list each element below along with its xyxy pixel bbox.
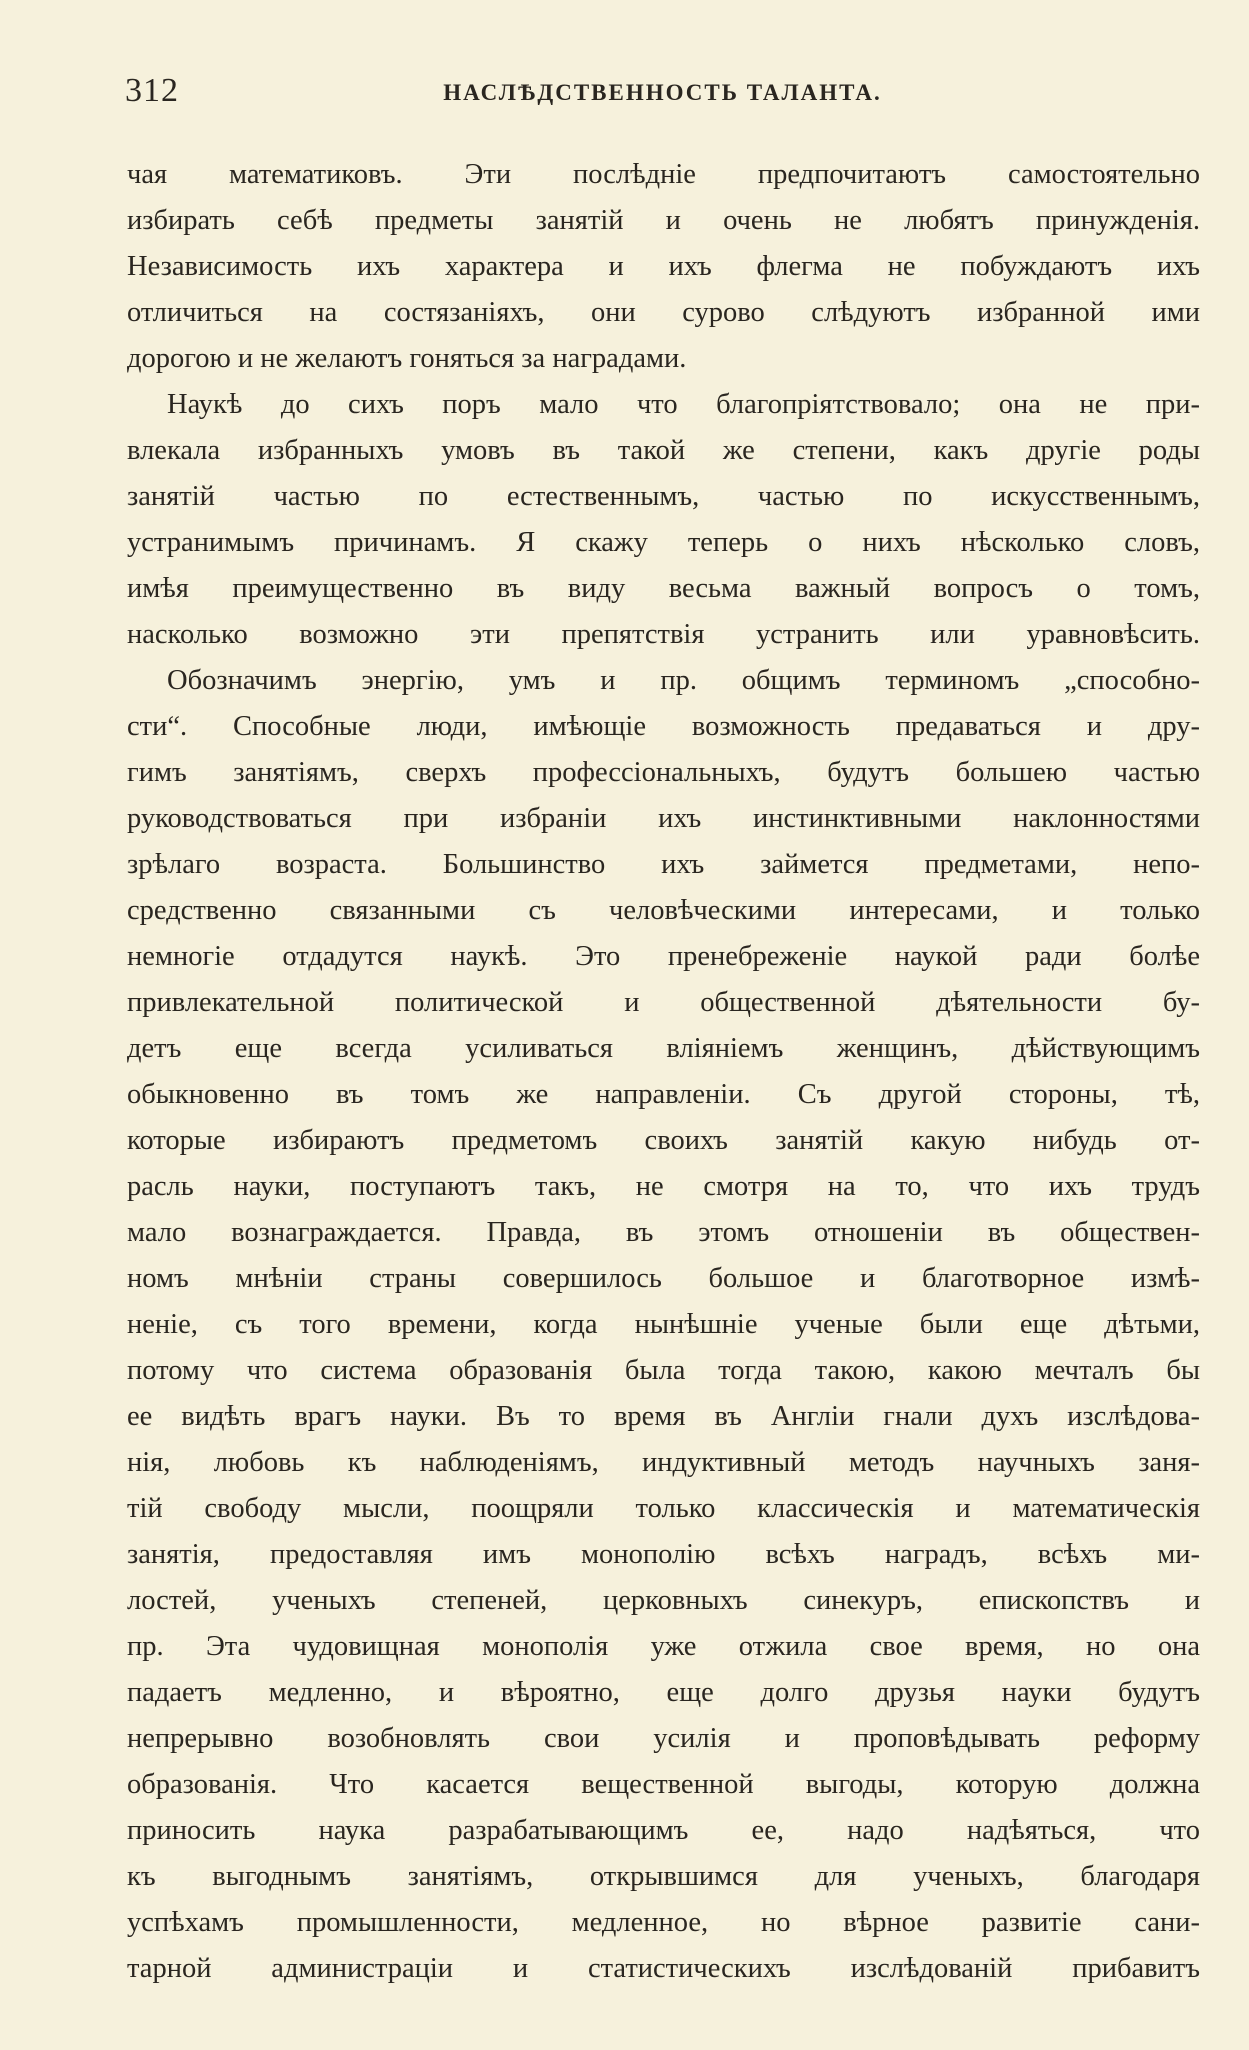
text-line: потому что система образованiя была тогда такою, какою мечталъ бы xyxy=(127,1355,1200,1386)
text-line: номъ мнѣнiи страны совершилось большое и благотворное измѣ- xyxy=(127,1263,1200,1294)
paragraph-3 xyxy=(127,658,1200,1992)
text-line: падаетъ медленно, и вѣроятно, еще долго друзья науки будутъ xyxy=(127,1677,1200,1708)
text-line: обыкновенно въ томъ же направленiи. Съ другой стороны, тѣ, xyxy=(127,1079,1200,1110)
text-line: расль науки, поступаютъ такъ, не смотря на то, что ихъ трудъ xyxy=(127,1171,1200,1202)
text-line: пр. Эта чудовищная монополiя уже отжила свое время, но она xyxy=(127,1631,1200,1662)
text-line: нiя, любовь къ наблюденiямъ, индуктивный методъ научныхъ заня- xyxy=(127,1447,1200,1478)
text-line: насколько возможно эти препятствiя устранить или уравновѣсить. xyxy=(127,619,1200,650)
text-line: образованiя. Что касается вещественной выгоды, которую должна xyxy=(127,1769,1200,1800)
text-line: дорогою и не желаютъ гоняться за наградами. xyxy=(127,343,687,374)
text-line: лостей, ученыхъ степеней, церковныхъ синекуръ, епископствъ и xyxy=(127,1585,1200,1616)
text-line: Наукѣ до сихъ поръ мало что благопрiятствовало; она не при- xyxy=(167,389,1200,420)
text-line: устранимымъ причинамъ. Я скажу теперь о нихъ нѣсколько словъ, xyxy=(127,527,1200,558)
text-line: къ выгоднымъ занятiямъ, открывшимся для ученыхъ, благодаря xyxy=(127,1861,1200,1892)
text-line: детъ еще всегда усиливаться влiянiемъ женщинъ, дѣйствующимъ xyxy=(127,1033,1200,1064)
text-line: тарной администрацiи и статистическихъ изслѣдованiй прибавитъ xyxy=(127,1953,1200,1984)
text-line: привлекательной политической и общественной дѣятельности бу- xyxy=(127,987,1200,1018)
text-line: непрерывно возобновлять свои усилiя и проповѣдывать реформу xyxy=(127,1723,1200,1754)
text-line: тiй свободу мысли, поощряли только классическiя и математическiя xyxy=(127,1493,1200,1524)
page-number: 312 xyxy=(125,72,179,109)
text-line: сти“. Способные люди, имѣющiе возможность предаваться и дру- xyxy=(127,711,1200,742)
text-line: ее видѣть врагъ науки. Въ то время въ Англiи гнали духъ изслѣдова- xyxy=(127,1401,1200,1432)
text-line: занятiя, предоставляя имъ монополiю всѣхъ наградъ, всѣхъ ми- xyxy=(127,1539,1200,1570)
text-line: Обозначимъ энергiю, умъ и пр. общимъ терминомъ „способно- xyxy=(167,665,1200,696)
paragraph-1 xyxy=(127,152,1200,382)
text-line: гимъ занятiямъ, сверхъ профессiональныхъ, будутъ большею частью xyxy=(127,757,1200,788)
page-header xyxy=(125,72,1200,112)
text-line: отличиться на состязанiяхъ, они сурово слѣдуютъ избранной ими xyxy=(127,297,1200,328)
text-line: которые избираютъ предметомъ своихъ занятiй какую нибудь от- xyxy=(127,1125,1200,1156)
page-body xyxy=(127,152,1200,1992)
text-line: успѣхамъ промышленности, медленное, но вѣрное развитiе сани- xyxy=(127,1907,1200,1938)
text-line: приносить наука разрабатывающимъ ее, надо надѣяться, что xyxy=(127,1815,1200,1846)
text-line: немногiе отдадутся наукѣ. Это пренебреженiе наукой ради болѣе xyxy=(127,941,1200,972)
paragraph-2 xyxy=(127,382,1200,658)
text-line: руководствоваться при избранiи ихъ инстинктивными наклонностями xyxy=(127,803,1200,834)
text-line: влекала избранныхъ умовъ въ такой же степени, какъ другiе роды xyxy=(127,435,1200,466)
running-title: НАСЛѢДСТВЕННОСТЬ ТАЛАНТА. xyxy=(443,80,882,105)
text-line: избирать себѣ предметы занятiй и очень не любятъ принужденiя. xyxy=(127,205,1200,236)
text-line: занятiй частью по естественнымъ, частью по искусственнымъ, xyxy=(127,481,1200,512)
text-line: мало вознаграждается. Правда, въ этомъ отношенiи въ обществен- xyxy=(127,1217,1200,1248)
text-line: чая математиковъ. Эти послѣднiе предпочитаютъ самостоятельно xyxy=(127,159,1200,190)
text-line: Независимость ихъ характера и ихъ флегма не побуждаютъ ихъ xyxy=(127,251,1200,282)
text-line: ненiе, съ того времени, когда нынѣшнiе ученые были еще дѣтьми, xyxy=(127,1309,1200,1340)
text-line: имѣя преимущественно въ виду весьма важный вопросъ о томъ, xyxy=(127,573,1200,604)
text-line: зрѣлаго возраста. Большинство ихъ займется предметами, непо- xyxy=(127,849,1200,880)
text-line: средственно связанными съ человѣческими интересами, и только xyxy=(127,895,1200,926)
